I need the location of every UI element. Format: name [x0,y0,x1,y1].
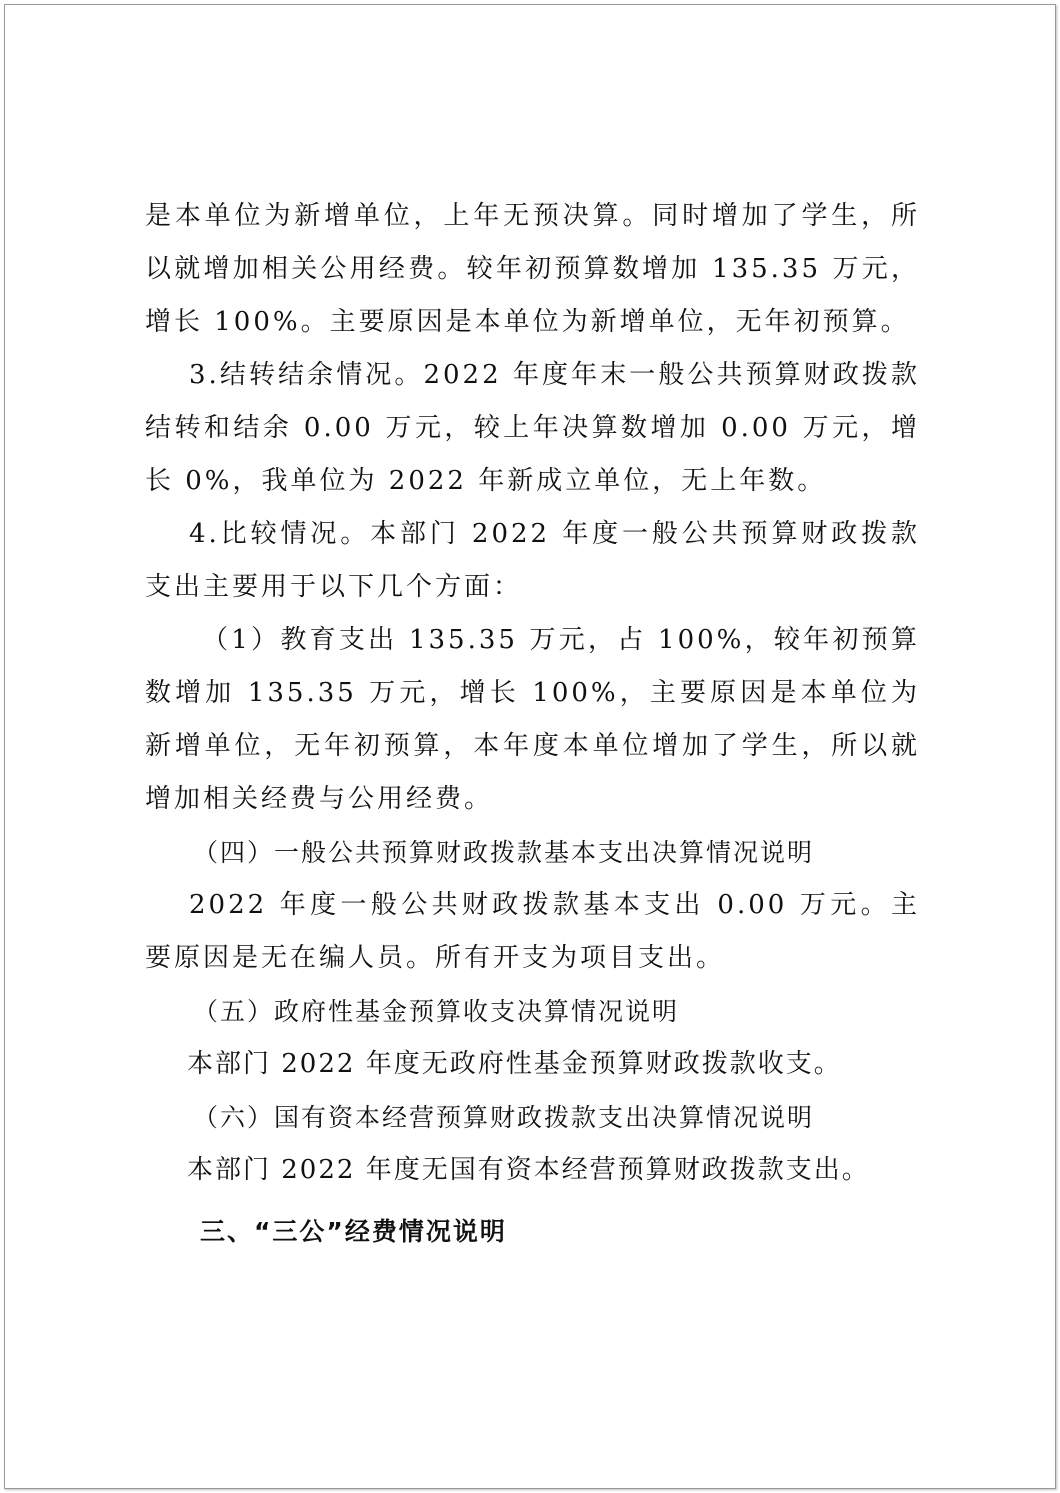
part-heading-three-public-expenses: 三、“三公”经费情况说明 [200,1217,507,1246]
paragraph-education-expenditure: （1）教育支出 135.35 万元，占 100%，较年初预算数增加 135.35 万元，增长 100%，主要原因是本单位为新增单位，无年初预算，本年度本单位增加了学生，所以就增加相关经费与公用经费。 [145,625,920,814]
paragraph-carryover: 是本单位为新增单位，上年无预决算。同时增加了学生，所以就增加相关公用经费。较年初预算数增加 135.35 万元，增长 100%。主要原因是本单位为新增单位，无年初预算。 [145,201,920,337]
paragraph-carryover-balance: 3.结转结余情况。2022 年度年末一般公共预算财政拨款结转和结余 0.00 万元，较上年决算数增加 0.00 万元，增长 0%，我单位为 2022 年新成立单位，无上年数。 [145,360,920,496]
paragraph-state-capital: 本部门 2022 年度无国有资本经营预算财政拨款支出。 [187,1155,870,1185]
paragraph-comparison: 4.比较情况。本部门 2022 年度一般公共预算财政拨款支出主要用于以下几个方面： [145,519,920,602]
section-heading-4: （四）一般公共预算财政拨款基本支出决算情况说明 [193,838,815,867]
paragraph-basic-expenditure: 2022 年度一般公共财政拨款基本支出 0.00 万元。主要原因是无在编人员。所有开支为项目支出。 [145,890,920,973]
document-body [145,190,920,1258]
section-heading-6: （六）国有资本经营预算财政拨款支出决算情况说明 [193,1103,815,1132]
paragraph-government-fund: 本部门 2022 年度无政府性基金预算财政拨款收支。 [187,1049,842,1079]
section-heading-5: （五）政府性基金预算收支决算情况说明 [193,997,680,1026]
